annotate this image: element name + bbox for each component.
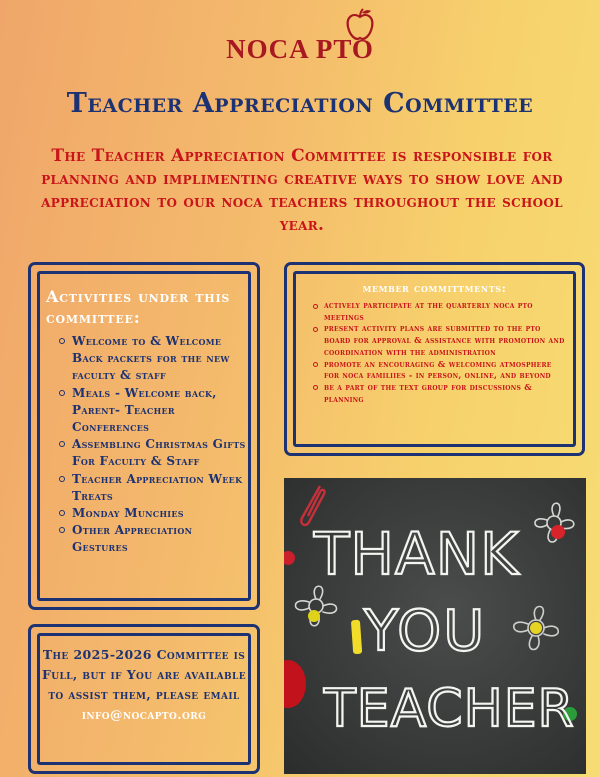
intro-paragraph: The Teacher Appreciation Committee is responsible for planning and implimenting creative ways to show love and appreciation to our noca teachers throughout the school year.	[41, 146, 563, 235]
list-item: Monday Munchies	[56, 505, 248, 522]
apple-photo-icon	[284, 660, 306, 708]
list-item: actively participate at the quarterly noca pto meetings	[312, 300, 568, 323]
committee-status-message: The 2025-2026 Committee is Full, but if You are available to assist them, please email	[41, 647, 247, 702]
member-commitments-list	[312, 300, 568, 405]
committee-status-text	[38, 645, 250, 725]
chalk-word-thank: THANK	[314, 520, 520, 588]
brand-logo: NOCA PTO	[226, 34, 374, 64]
list-item: Welcome to & Welcome Back packets for the new faculty & staff	[56, 333, 248, 385]
red-pushpin-icon	[284, 551, 295, 565]
contact-email-link[interactable]: info@nocapto.org	[81, 707, 207, 722]
list-item: present activity plans are submitted to the pto board for approval & assistance with promotion and coordination with the administration	[312, 323, 568, 358]
list-item: Other Appreciation Gestures	[56, 522, 248, 556]
chalkboard-illustration	[284, 478, 586, 774]
list-item: Meals - Welcome back, Parent- Teacher Conferences	[56, 385, 248, 437]
yellow-pushpin-icon	[308, 610, 320, 622]
list-item: Assembling Christmas Gifts For Faculty & Staff	[56, 436, 248, 470]
chalk-stick-icon	[351, 620, 362, 655]
member-commitments-heading: member committments:	[362, 281, 507, 295]
chalk-word-you: YOU	[364, 599, 487, 664]
activities-heading: Activities under this committee:	[46, 287, 231, 327]
list-item: Teacher Appreciation Week Treats	[56, 471, 248, 505]
yellow-pushpin-icon	[530, 622, 542, 634]
chalk-word-teacher: TEACHER	[324, 679, 575, 739]
list-item: promote an encouraging & welcoming atmosphere for noca familiies - in person, online, and beyond	[312, 359, 568, 382]
page-title: Teacher Appreciation Committee	[66, 88, 534, 119]
red-pushpin-icon	[551, 525, 565, 539]
thank-you-teacher-photo	[284, 478, 586, 774]
list-item: be a part of the text group for discussions & planning	[312, 382, 568, 405]
activities-list	[56, 333, 248, 557]
